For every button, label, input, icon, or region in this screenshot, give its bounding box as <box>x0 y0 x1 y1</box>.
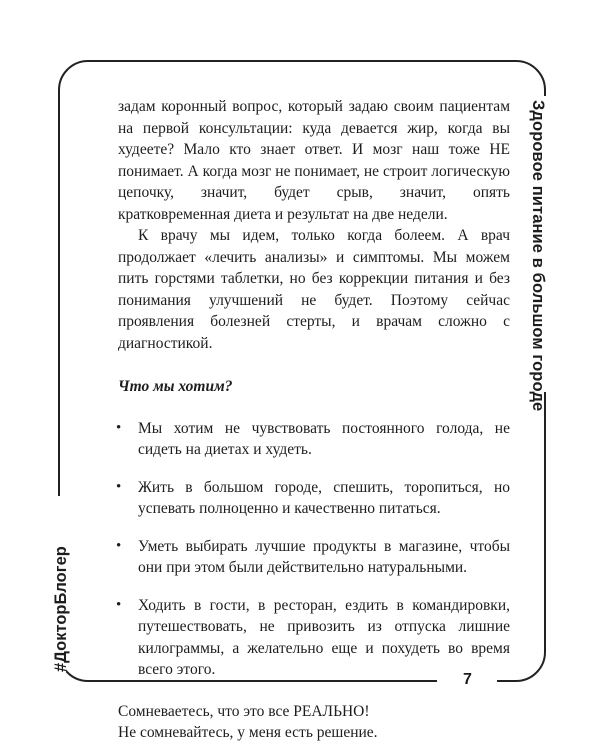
list-item-text: Мы хотим не чувствовать постоянного голода, не сидеть на диетах и худеть. <box>138 419 510 458</box>
page-number: 7 <box>463 671 472 688</box>
list-item-text: Уметь выбирать лучшие продукты в магазине, чтобы они при этом были действительно натуральными. <box>138 537 510 576</box>
closing-line-2: Не сомневайтесь, у меня есть решение. <box>118 724 378 741</box>
list-item-text: Ходить в гости, в ресторан, ездить в командировки, путешествовать, не привозить из отпуска лишние килограммы, а желательно еще и похудеть во время всего этого. <box>138 596 510 678</box>
closing-lines <box>118 701 510 744</box>
paragraph-2: К врачу мы идем, только когда болеем. А врач продолжает «лечить анализы» и симптомы. Мы можем пить горстями таблетки, но без коррекции питания и без понимания улучшений не будет. Поэтому сейчас проявления болезней стерты, и врачам сложно с диагностикой. <box>118 227 510 352</box>
running-title-right: Здоровое питание в большом городе <box>529 100 547 412</box>
list-item <box>116 595 510 681</box>
list-item <box>116 536 510 579</box>
section-heading: Что мы хотим? <box>118 378 233 395</box>
bullet-icon: • <box>116 478 122 495</box>
page-body <box>118 96 510 744</box>
list-item <box>116 418 510 461</box>
list-item <box>116 477 510 520</box>
closing-line-1: Сомневаетесь, что это все РЕАЛЬНО! <box>118 702 370 720</box>
bullet-icon: • <box>116 596 122 613</box>
list-item-text: Жить в большом городе, спешить, торопиться, но успевать полноценно и качественно питаться. <box>138 478 510 517</box>
bullet-icon: • <box>116 537 122 554</box>
bullet-icon: • <box>116 419 122 436</box>
paragraph-1: задам коронный вопрос, который задаю своим пациентам на первой консультации: куда девается жир, когда вы худеете? Мало кто знает ответ. И мозг наш тоже НЕ понимает. А когда мозг не понимает, не строит логическую цепочку, значит, будет срыв, значит, опять кратковременная диета и результат на две недели. <box>118 98 510 223</box>
running-title-left: #ДокторБлогер <box>52 546 70 672</box>
wishes-list <box>118 418 510 681</box>
